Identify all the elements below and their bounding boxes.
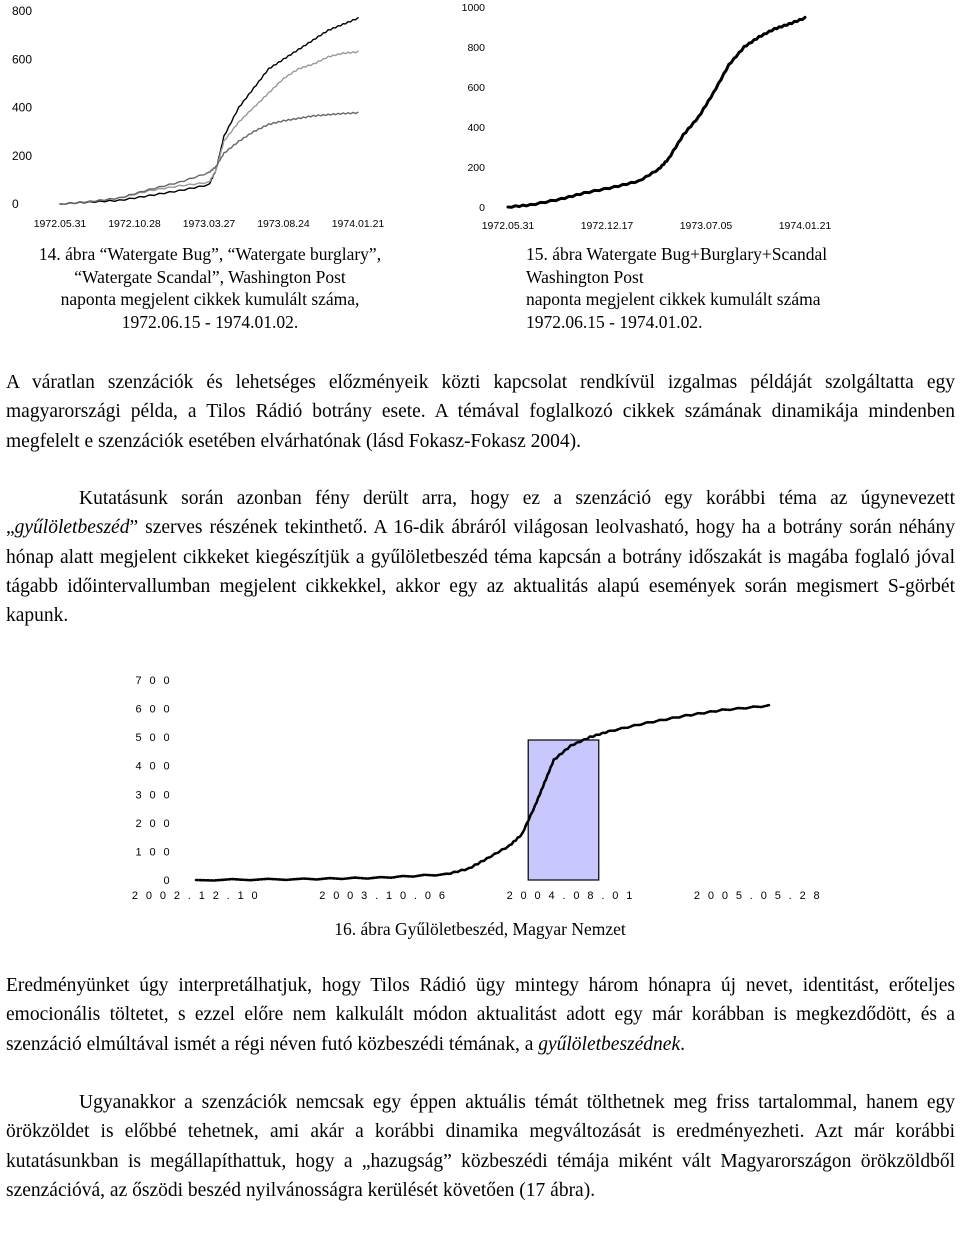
figure-15-chart [0, 0, 960, 235]
figure-16-caption [0, 918, 960, 941]
figure-15-caption-line: naponta megjelent cikkek kumulált száma [526, 289, 821, 309]
y-tick-label: 0 [479, 202, 485, 214]
x-tick-label: 1972.05.31 [33, 218, 87, 230]
y-tick-label: 6 0 0 [135, 703, 172, 716]
y-tick-label: 2 0 0 [135, 817, 172, 830]
x-tick-label: 1972.10.28 [108, 218, 161, 230]
y-tick-label: 800 [467, 42, 485, 54]
figure-15-caption [526, 243, 946, 333]
x-tick-label: 2 0 0 3 . 1 0 . 0 6 [319, 890, 448, 902]
y-tick-label: 0 [163, 875, 172, 887]
x-tick-label: 2 0 0 5 . 0 5 . 2 8 [693, 890, 823, 902]
paragraph-1 [6, 368, 955, 456]
y-tick-label: 3 0 0 [135, 789, 172, 802]
series-line-0 [508, 17, 805, 207]
y-tick-label: 7 0 0 [135, 675, 172, 687]
figure-16-chart [0, 660, 960, 910]
y-tick-label: 200 [467, 162, 485, 174]
x-tick-label: 1972.05.31 [481, 220, 535, 232]
x-tick-label: 1972.12.17 [580, 220, 634, 232]
figure-16-caption-text: 16. ábra Gyűlöletbeszéd, Magyar Nemzet [334, 919, 626, 939]
paragraph-2-text-b: ” szerves részének tekinthető. A 16-dik ábráról világosan leolvasható, hogy ha a botrány során néhány hónap alatt megjelent cikkeket kiegészítjük a gyűlöletbeszéd téma kapcsán a botrány időszakát is magába foglaló jóval tágabb időintervallumban megjelent cikkekkel, akkor egy az aktualitás alapú események során megismert S-görbét kapunk. [6, 517, 955, 627]
highlight-region [528, 740, 599, 880]
paragraph-4 [6, 1088, 955, 1205]
paragraph-1-text: A váratlan szenzációk és lehetséges előzményeik közti kapcsolat rendkívül izgalmas példáját szolgáltatta egy magyarországi példa, a Tilos Rádió botrány esete. A témával foglalkozó cikkek számának dinamikája mindenben megfelelt e szenzációk esetében elvárhatónak (lásd Fokasz-Fokasz 2004). [6, 372, 955, 452]
y-tick-label: 800 [12, 4, 33, 18]
paragraph-4-text: Ugyanakkor a szenzációk nemcsak egy éppen aktuális témát tölthetnek meg friss tartalommal, hanem egy örökzöldet is előbbé tehetnek, ami akár a korábbi dinamika megváltozását is eredményezheti. Azt már korábbi kutatásunkban is megállapíthattuk, hogy a „hazugság” közbeszédi témája miként vált Magyarországon örökzöldből szenzációvá, az őszödi beszéd nyilvánosságra kerülését követően (17 ábra). [6, 1092, 955, 1201]
x-tick-label: 1973.03.27 [182, 218, 236, 230]
y-tick-label: 600 [12, 52, 33, 67]
y-tick-label: 4 0 0 [135, 760, 172, 773]
figure-15-caption-line: Washington Post [526, 266, 644, 287]
paragraph-3-text-b: . [680, 1033, 685, 1055]
y-tick-label: 600 [467, 82, 485, 94]
paragraph-3-text-a: Eredményünket úgy interpretálhatjuk, hogy Tilos Rádió ügy mintegy három hónapra új nevet, identitást, erőteljes emocionális töltetet, s ezzel előre nem kalkulált módon aktualitást adott egy már korábban is megkezdődött, és a szenzáció elmúltával ismét a régi néven futó közbeszédi témának, a [6, 975, 955, 1055]
figure-15-caption-line: 15. ábra Watergate Bug+Burglary+Scandal [526, 244, 828, 264]
x-tick-label: 2 0 0 2 . 1 2 . 1 0 [131, 890, 261, 902]
figure-14-caption-line: naponta megjelent cikkek kumulált száma, [60, 289, 360, 309]
y-tick-label: 400 [12, 100, 33, 115]
paragraph-2-emphasis: gyűlöletbeszéd [14, 517, 130, 539]
paragraph-2 [6, 484, 955, 630]
figure-14-caption-line: 14. ábra “Watergate Bug”, “Watergate burglary”, [38, 244, 382, 264]
y-tick-label: 0 [12, 197, 19, 211]
series-line-0 [196, 705, 769, 880]
x-tick-label: 1974.01.21 [331, 218, 385, 230]
x-tick-label: 1973.08.24 [257, 218, 310, 230]
paragraph-3 [6, 971, 955, 1059]
x-tick-label: 1974.01.21 [778, 220, 832, 232]
figure-14-caption [0, 243, 420, 333]
figure-14-caption-line: “Watergate Scandal”, Washington Post [74, 266, 346, 287]
y-tick-label: 1 0 0 [135, 846, 172, 859]
paragraph-2-text-a: Kutatásunk során azonban fény derült arra, hogy ez a szenzáció egy korábbi téma az úgynevezett „ [6, 488, 955, 539]
y-tick-label: 200 [12, 148, 33, 163]
figure-15-caption-line: 1972.06.15 - 1974.01.02. [526, 311, 703, 332]
y-tick-label: 1000 [461, 2, 485, 14]
figure-14-caption-line: 1972.06.15 - 1974.01.02. [121, 311, 299, 332]
y-tick-label: 5 0 0 [135, 732, 172, 745]
x-tick-label: 2 0 0 4 . 0 8 . 0 1 [506, 890, 635, 902]
paragraph-3-emphasis: gyűlöletbeszédnek [538, 1033, 681, 1055]
x-tick-label: 1973.07.05 [679, 220, 733, 232]
y-tick-label: 400 [467, 122, 485, 134]
